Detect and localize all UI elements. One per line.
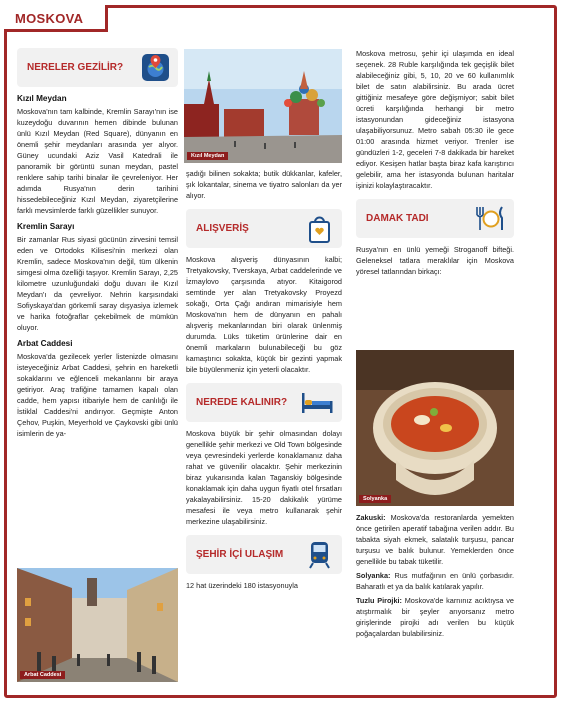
solyanka-photo <box>356 350 514 506</box>
arbat-text: Moskova'da gezilecek yerler listenizde olmasını isteyeceğiniz Arbat Caddesi, şehrin en hareketli sokaklarını ve eğlenceli mekanlarını bir araya getiriyor. Araç trafiğine tamamen kapalı olan cadde, hem yapısı itibariyle hem de canlılığı ile İstiklal Caddesi'ni andırıyor. Geçmişte Anton Çehov, Puşkin, Meyerhold ve Çaykovski gibi ünlü isimlerin de ya- <box>17 352 178 438</box>
plate-fork-knife-icon <box>473 203 507 234</box>
nereler-gezilir-banner <box>17 48 178 87</box>
banner-title: ŞEHİR İÇİ ULAŞIM <box>196 549 284 560</box>
shopping-bag-icon <box>304 213 335 244</box>
column-3 <box>356 48 514 280</box>
banner-title: ALIŞVERİŞ <box>196 223 249 234</box>
metro-text: Moskova metrosu, şehir içi ulaşımda en ideal seçenek. 28 Ruble karşılığında tek geçişlik bilet alabileceğiniz gibi, 5, 10, 20 ve 60 kullanımlık bilet de satın alabilirsiniz. Bu arada ücret gittiğiniz mesafeye göre değişmiyor; sabit bilet ücreti karşılığında herhangi bir metro istasyonundan gideceğiniz istasyona ulaşabiliyorsunuz. Metro sabah 05:30 ile gece 01:00 arasında hizmet veriyor. Trenler ise gündüzleri 1-2, geceleri 7-8 dakikada bir hareket ediyor. Kesişen hatlar başta biraz kafa karıştırıcı gelebilir, ama her istasyonda bulunan haritalar işinizi kolaylaştıracaktır. <box>356 49 514 190</box>
food-item-solyanka: Solyanka: Rus mutfağının en ünlü çorbasıdır. Baharatlı et ya da balık katılarak yapılır. <box>356 571 514 591</box>
section-title-tab <box>4 5 108 32</box>
ulasim-banner <box>186 535 342 574</box>
kizil-meydan-photo <box>184 49 342 163</box>
column-1 <box>17 48 178 442</box>
kalinir-text: Moskova büyük bir şehir olmasından dolayı genellikle şehir merkezi ve Old Town bölgesinde veya çevresindeki yerlerde konaklamanız daha rahat ve güvenilir olacaktır. Şehir merkezinin biraz yukarısında kalan Taganskiy bölgesinde konaklamak için daha uygun fiyatlı otel fırsatları yakalayabilirsiniz. 15-20 dakikalık yürüme mesafesi ile veya metro kullanarak şehir merkezine ulaşabilirsiniz. <box>186 429 342 526</box>
globe-map-pin-icon <box>140 52 171 83</box>
bed-icon <box>299 387 335 418</box>
column-2 <box>186 168 342 594</box>
banner-title: NEREDE KALINIR? <box>196 397 288 408</box>
food-item-pirojki: Tuzlu Pirojki: Moskova'de karnınız acıktıysa ve atıştırmalık bir şeyler arıyorsanız metro girişlerinde pirojki adı verilen bu küçük poğaçalardan bulabilirsiniz. <box>356 596 514 638</box>
damak-tadi-banner <box>356 199 514 238</box>
food-item-zakuski: Zakuski: Moskova'da restoranlarda yemekten önce getirilen aperatif tabağına verilen addır. Bu tabakta siyah ekmek, salatalık turşusu, pancar turşusu ve balık bulunur. Yemeklerden önce genellikle bu tabak tüketilir. <box>356 513 514 566</box>
kremlin-text: Bir zamanlar Rus siyasi gücünün zirvesini temsil eden ve Ortodoks Kilisesi'nin merkezi olan Kremlin, sadece Moskova'nın değil, tüm ülkenin simgesi olma özelliği taşıyor. Kremlin Sarayı, 2,25 kilometre uzunluğundaki doğu duvarı ile Kızıl Meydan'ı da çevreliyor. Nehrin karşısındaki Sofiyskaya'dan görkemli saray dışyasiya izlemek ve harika fotoğraflar çekebilmek de mümkün oluyor. <box>17 235 178 332</box>
nerede-kalinir-banner <box>186 383 342 422</box>
intro-text: şadığı bilinen sokakta; butik dükkanlar, kafeler, şık lokantalar, sinema ve tiyatro salonları da yer alıyor. <box>186 169 342 200</box>
alisveris-text: Moskova alışveriş dünyasının kalbi; Tretyakovsky, Tverskaya, Arbat caddelerinde ve İzmaylovo çarşısında atıyor. Kitaigorod semtinde yer alan Tretyakovsky Proyezd sokağı, Orta Çağı andıran mimarisiyle hem Moskova'nın hem de dünyanın en pahalı alışveriş mekanlarından biri olarak ünlenmiş durumda. Lüks tüketim ürünlerine dair en önemli markaların bulunabileceği bu göz kamaştırıcı sokakta, küçük bir gezinti yapmak bile büyülenmeniz için yeterli olacaktır. <box>186 255 342 374</box>
alisveris-banner <box>186 209 342 248</box>
photo-caption: Solyanka <box>359 495 391 503</box>
food-list <box>356 512 514 642</box>
banner-title: DAMAK TADI <box>366 213 429 224</box>
photo-caption: Kızıl Meydan <box>187 152 228 160</box>
damak-text: Rusya'nın en ünlü yemeği Stroganoff bifteği. Geleneksel tatlara meraklılar için Moskova yöresel tatlarından birkaçı: <box>356 245 514 276</box>
kizil-meydan-heading: Kızıl Meydan <box>17 94 67 103</box>
kremlin-heading: Kremlin Sarayı <box>17 222 75 231</box>
ulasim-text: 12 hat üzerindeki 180 istasyonuyla <box>186 581 298 590</box>
section-title: MOSKOVA <box>15 11 84 26</box>
arbat-heading: Arbat Caddesi <box>17 339 73 348</box>
photo-caption: Arbat Caddesi <box>20 671 65 679</box>
arbat-photo <box>17 568 178 682</box>
metro-train-icon <box>304 539 335 570</box>
banner-title: NERELER GEZİLİR? <box>27 62 124 73</box>
kizil-meydan-text: Moskova'nın tam kalbinde, Kremlin Sarayı'nın ise kuzeydoğu duvarının hemen dibinde bulunan ünlü Kızıl Meydan (Red Square), dünyanın en önemli şehir meydanları arasında yer alıyor. Güney ucundaki Aziz Vasil Katedrali ile panoramik bir görüntü sunan meydan, pastel renklere sahip tarihi binalar ile çevreleniyor. Her adımda Rusya'nın derin tarihini hissedebileceğiniz Kızıl Meydan, ziyaretçilerine farklı mevsimlerde farklı güzellikler sunuyor. <box>17 107 178 215</box>
